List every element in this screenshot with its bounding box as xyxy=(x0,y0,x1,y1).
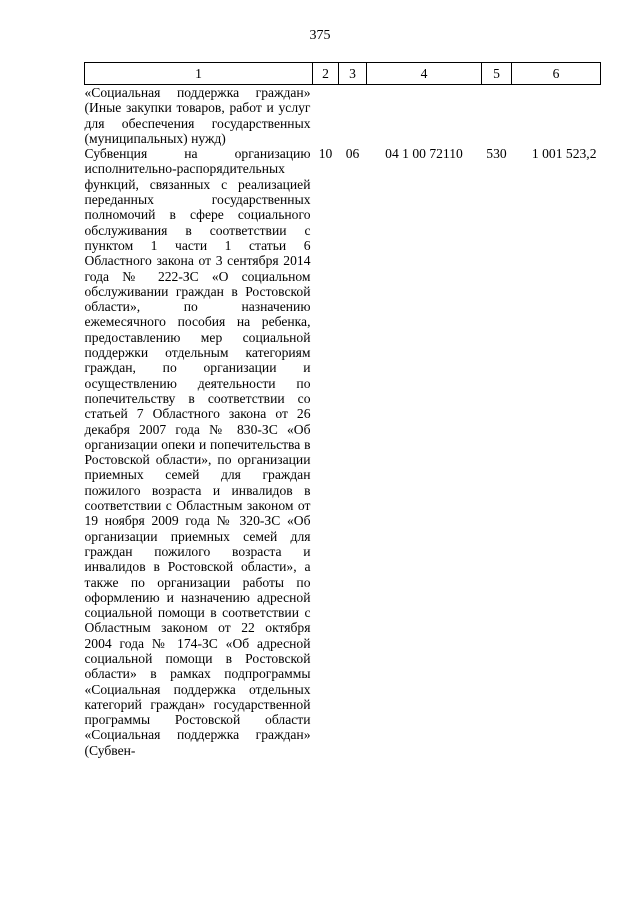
table-row xyxy=(85,85,601,147)
budget-table xyxy=(84,62,601,758)
header-col-description: 1 xyxy=(85,63,313,85)
row-amount: 1 001 523,2 xyxy=(531,146,597,162)
row-expense-type xyxy=(482,85,512,147)
row-section: 10 xyxy=(318,146,333,162)
table-row xyxy=(85,146,601,758)
row-subsection xyxy=(339,85,367,147)
row-amount xyxy=(512,85,601,147)
header-col-section: 2 xyxy=(313,63,339,85)
header-col-expense-type: 5 xyxy=(482,63,512,85)
row-expense-type: 530 xyxy=(486,146,507,162)
header-col-amount: 6 xyxy=(512,63,601,85)
row-description: Субвенция на организацию исполнительно-распорядительных функций, связанных с реализацией переданных государственных полномочий в сфере социального обслуживания в соответствии с пунктом 1 части 1 статьи 6 Областного закона от 3 сентября 2014 года № 222-ЗС «О социальном обслуживании граждан в Ростовской области», по назначению ежемесячного пособия на ребенка, предоставлению мер социальной поддержки отдельным категориям граждан, по организации и осуществлению деятельности по попечительству в соответствии со статьей 7 Областного закона от 26 декабря 2007 года № 830-ЗС «Об организации опеки и попечительства в Ростовской области», по организации приемных семей для граждан пожилого возраста и инвалидов в соответствии с Областным законом от 19 ноября 2009 года № 320-ЗС «Об организации приемных семей для граждан пожилого возраста и инвалидов в Ростовской области», а также по организации работы по оформлению и назначению адресной социальной помощи в соответствии с Областным законом от 22 октября 2004 года № 174-ЗС «Об адресной социальной помощи в Ростовской области» в рамках подпрограммы «Социальная поддержка отдельных категорий граждан» государственной программы Ростовской области «Социальная поддержка граждан» (Субвен- xyxy=(84,146,311,758)
row-subsection: 06 xyxy=(345,146,360,162)
row-target-article: 04 1 00 72110 xyxy=(385,146,463,162)
row-description: «Социальная поддержка граждан» (Иные закупки товаров, работ и услуг для обеспечения государственных (муниципальных) нужд) xyxy=(84,85,311,146)
table-header-row xyxy=(85,63,601,85)
page-number: 375 xyxy=(309,28,331,43)
header-col-target-article: 4 xyxy=(367,63,482,85)
row-section xyxy=(313,85,339,147)
header-col-subsection: 3 xyxy=(339,63,367,85)
row-target-article xyxy=(367,85,482,147)
